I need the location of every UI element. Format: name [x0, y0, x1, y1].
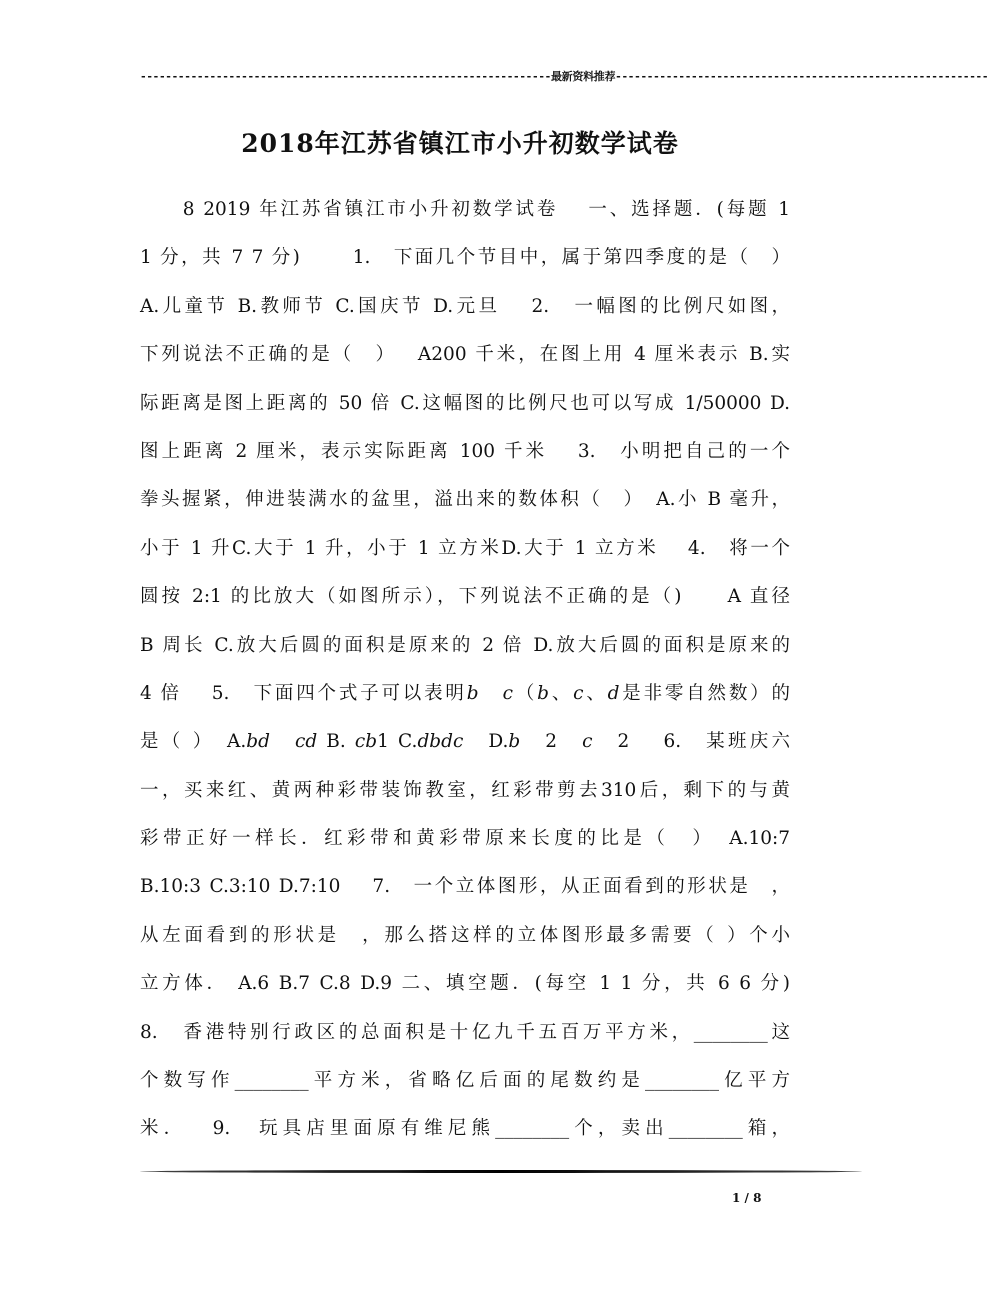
body-line: 是（ ） A.𝑏𝑑 𝑐𝑑 B. 𝑐𝑏1 C.𝑑𝑏𝑑𝑐 D.𝑏 2 𝑐 2 6. 某班庆六 — [140, 731, 790, 753]
header-banner: -----------------------------------------------------------------最新资料推荐----------------------------------------------------------- — [140, 70, 988, 83]
body-line: 下列说法不正确的是（ ） A200 千米，在图上用 4 厘米表示 B.实 — [140, 344, 790, 366]
body-line: 米． 9. 玩具店里面原有维尼熊________个，卖出________箱， — [140, 1118, 790, 1140]
body-line: 4 倍 5. 下面四个式子可以表明𝑏 𝑐（𝑏、𝑐、𝑑是非零自然数）的 — [140, 682, 790, 704]
body-line: 彩带正好一样长．红彩带和黄彩带原来长度的比是（ ） A.10:7 — [140, 828, 790, 850]
body-line: 8 2019 年江苏省镇江市小升初数学试卷 一、选择题．(每题 1 — [140, 199, 790, 220]
page-number: 1 / 8 — [732, 1191, 762, 1205]
body-line: A.儿童节 B.教师节 C.国庆节 D.元旦 2. 一幅图的比例尺如图， — [140, 295, 790, 317]
footer-divider — [140, 1170, 862, 1173]
body-line: 圆按 2:1 的比放大（如图所示），下列说法不正确的是（) A 直径 — [140, 586, 790, 608]
body-line: 1 分，共 7 7 分) 1. 下面几个节目中，属于第四季度的是（ ） — [140, 247, 790, 269]
document-body — [140, 190, 790, 1158]
body-line: 图上距离 2 厘米，表示实际距离 100 千米 3. 小明把自己的一个 — [140, 440, 790, 462]
body-line: 际距离是图上距离的 50 倍 C.这幅图的比例尺也可以写成 1/50000 D. — [140, 392, 790, 414]
body-line: 一，买来红、黄两种彩带装饰教室，红彩带剪去310后，剩下的与黄 — [140, 779, 790, 801]
body-line: 拳头握紧，伸进装满水的盆里，溢出来的数体积（ ） A.小 B 毫升， — [140, 489, 790, 511]
document-title: 2018年江苏省镇江市小升初数学试卷 — [241, 129, 679, 158]
body-line: B 周长 C.放大后圆的面积是原来的 2 倍 D.放大后圆的面积是原来的 — [140, 634, 790, 656]
body-line: B.10:3 C.3:10 D.7:10 7. 一个立体图形，从正面看到的形状是 ， — [140, 876, 790, 898]
body-line: 小于 1 升C.大于 1 升，小于 1 立方米D.大于 1 立方米 4. 将一个 — [140, 537, 790, 559]
body-line: 从左面看到的形状是 ，那么搭这样的立体图形最多需要（ ）个小 — [140, 924, 790, 946]
body-line: 立方体． A.6 B.7 C.8 D.9 二、填空题．(每空 1 1 分，共 6 6 分) — [140, 973, 790, 995]
body-line: 8. 香港特别行政区的总面积是十亿九千五百万平方米，________这 — [140, 1021, 790, 1043]
body-line: 个数写作________平方米，省略亿后面的尾数约是________亿平方 — [140, 1070, 790, 1092]
